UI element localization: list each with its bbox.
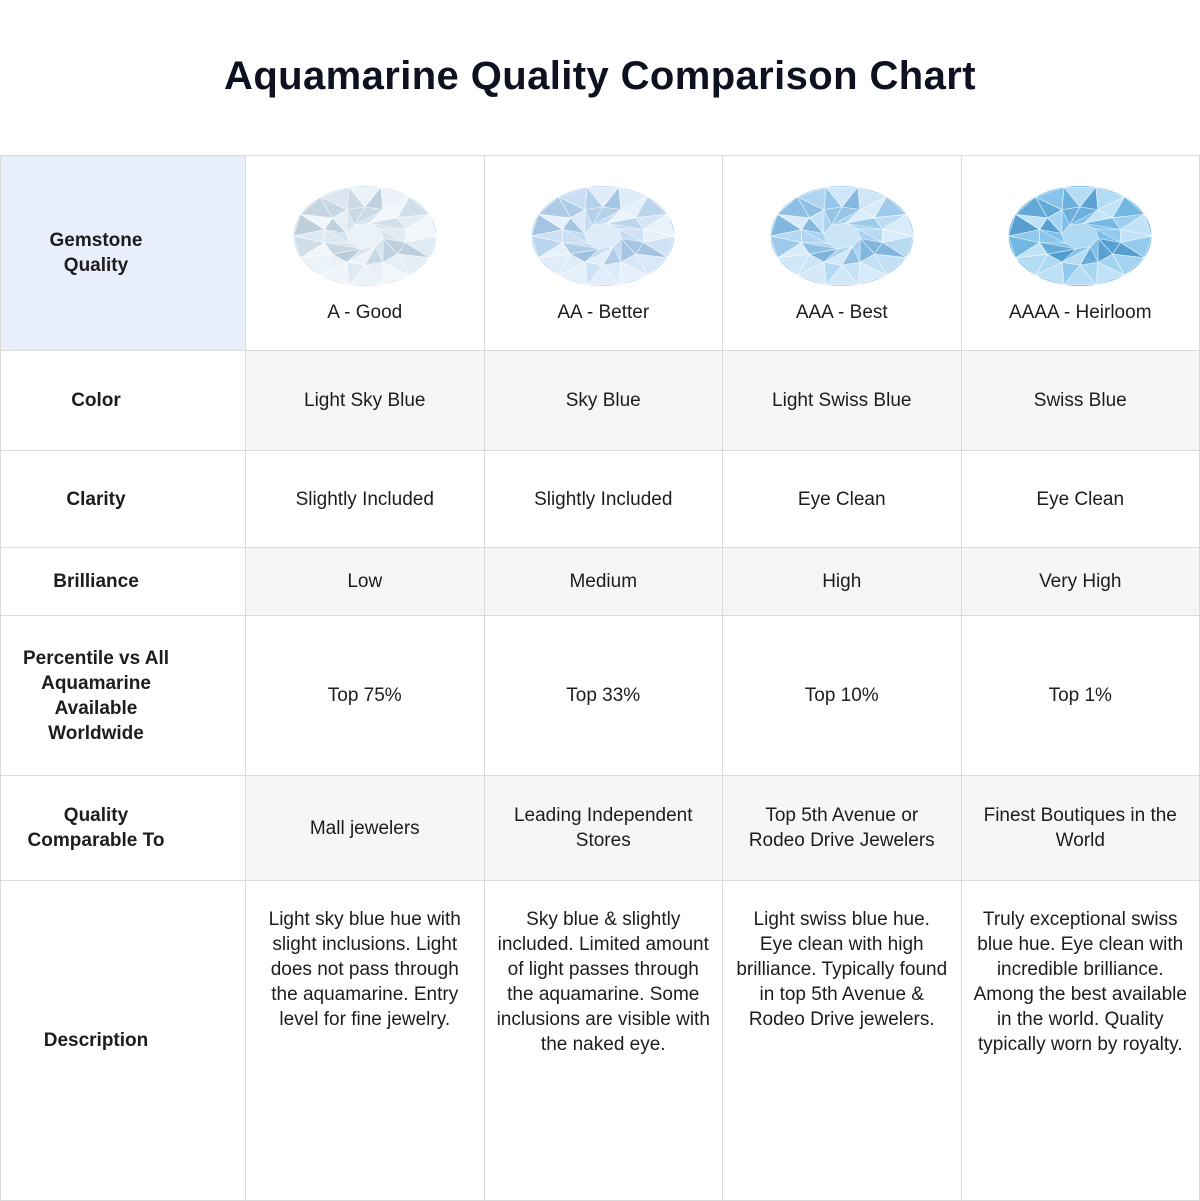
- grade-label: AAAA - Heirloom: [1008, 302, 1152, 323]
- table-row: [1, 156, 1200, 351]
- row-label: [1, 451, 246, 548]
- table-cell: [246, 616, 485, 776]
- table-cell: [484, 776, 723, 881]
- table-row: [1, 616, 1200, 776]
- row-label-text: Clarity: [66, 488, 126, 510]
- page-title: Aquamarine Quality Comparison Chart: [224, 54, 976, 98]
- row-label: [1, 548, 246, 616]
- table-cell: [246, 351, 485, 451]
- cell-text: Top 33%: [566, 685, 641, 706]
- table-cell: [961, 351, 1200, 451]
- grade-label: AAA - Best: [795, 302, 888, 323]
- comparison-table: [0, 155, 1200, 1201]
- gemstone-icon: [289, 181, 441, 291]
- cell-text: Finest Boutiques in the World: [983, 805, 1177, 851]
- gem-wrap: [260, 181, 470, 325]
- grade-label: AA - Better: [557, 302, 650, 323]
- row-label: [1, 351, 246, 451]
- gem-cell: [246, 156, 485, 351]
- row-label-text: Description: [43, 1030, 149, 1051]
- grade-label: A - Good: [327, 302, 403, 323]
- cell-text: Light Swiss Blue: [772, 390, 912, 411]
- table-cell: [246, 776, 485, 881]
- table-cell: [723, 351, 962, 451]
- cell-text: Light sky blue hue with slight inclusions. Light does not pass through the aquamarine. Entry level for fine jewelry.: [268, 909, 461, 1030]
- gemstone-icon: [1004, 181, 1156, 291]
- table-cell: [484, 351, 723, 451]
- table-cell: [723, 451, 962, 548]
- cell-text: Low: [347, 571, 383, 592]
- cell-text: Very High: [1039, 571, 1122, 592]
- table-cell: [723, 776, 962, 881]
- table-cell: [723, 881, 962, 1201]
- cell-text: Sky blue & slightly included. Limited amount of light passes through the aquamarine. Some inclusions are visible with the naked eye.: [496, 909, 710, 1055]
- table-cell: [961, 881, 1200, 1201]
- cell-text: Top 75%: [327, 685, 402, 706]
- gem-wrap: [499, 181, 709, 325]
- table-row: [1, 881, 1200, 1201]
- cell-text: Light swiss blue hue. Eye clean with high brilliance. Typically found in top 5th Avenue & Rodeo Drive jewelers.: [736, 909, 948, 1030]
- table-cell: [484, 451, 723, 548]
- cell-text: Medium: [569, 571, 638, 592]
- table-cell: [246, 881, 485, 1201]
- cell-text: Leading Independent Stores: [513, 805, 693, 851]
- gem-cell: [723, 156, 962, 351]
- gem-cell: [961, 156, 1200, 351]
- cell-text: Eye Clean: [1036, 488, 1125, 510]
- cell-text: Top 5th Avenue or Rodeo Drive Jewelers: [748, 805, 935, 851]
- cell-text: Swiss Blue: [1033, 390, 1127, 411]
- cell-text: Slightly Included: [295, 488, 434, 510]
- row-label: [1, 156, 246, 351]
- row-label-text: Percentile vs All Aquamarine Available Worldwide: [22, 647, 170, 744]
- row-label-text: Quality Comparable To: [27, 805, 165, 851]
- table-cell: [961, 616, 1200, 776]
- table-row: [1, 548, 1200, 616]
- table-cell: [484, 881, 723, 1201]
- cell-text: Top 10%: [804, 685, 879, 706]
- gem-wrap: [737, 181, 947, 325]
- gemstone-icon: [766, 181, 918, 291]
- row-label: [1, 776, 246, 881]
- gemstone-icon: [527, 181, 679, 291]
- table-cell: [246, 451, 485, 548]
- row-label-text: Gemstone Quality: [49, 230, 143, 276]
- cell-text: Slightly Included: [534, 488, 673, 510]
- table-cell: [484, 548, 723, 616]
- row-label: [1, 616, 246, 776]
- table-row: [1, 451, 1200, 548]
- table-row: [1, 776, 1200, 881]
- gem-cell: [484, 156, 723, 351]
- cell-text: High: [822, 571, 862, 592]
- cell-text: Mall jewelers: [309, 817, 420, 839]
- cell-text: Eye Clean: [797, 488, 886, 510]
- cell-text: Top 1%: [1048, 685, 1112, 706]
- table-cell: [246, 548, 485, 616]
- cell-text: Light Sky Blue: [304, 390, 426, 411]
- table-cell: [961, 548, 1200, 616]
- table-row: [1, 351, 1200, 451]
- row-label-text: Brilliance: [53, 571, 139, 592]
- table-cell: [961, 451, 1200, 548]
- table-cell: [723, 548, 962, 616]
- row-label-text: Color: [71, 390, 121, 411]
- cell-text: Sky Blue: [565, 390, 641, 411]
- gem-wrap: [976, 181, 1186, 325]
- table-cell: [484, 616, 723, 776]
- row-label: [1, 881, 246, 1201]
- table-cell: [961, 776, 1200, 881]
- cell-text: Truly exceptional swiss blue hue. Eye clean with incredible brilliance. Among the best available in the world. Quality typically worn by royalty.: [973, 909, 1187, 1055]
- table-cell: [723, 616, 962, 776]
